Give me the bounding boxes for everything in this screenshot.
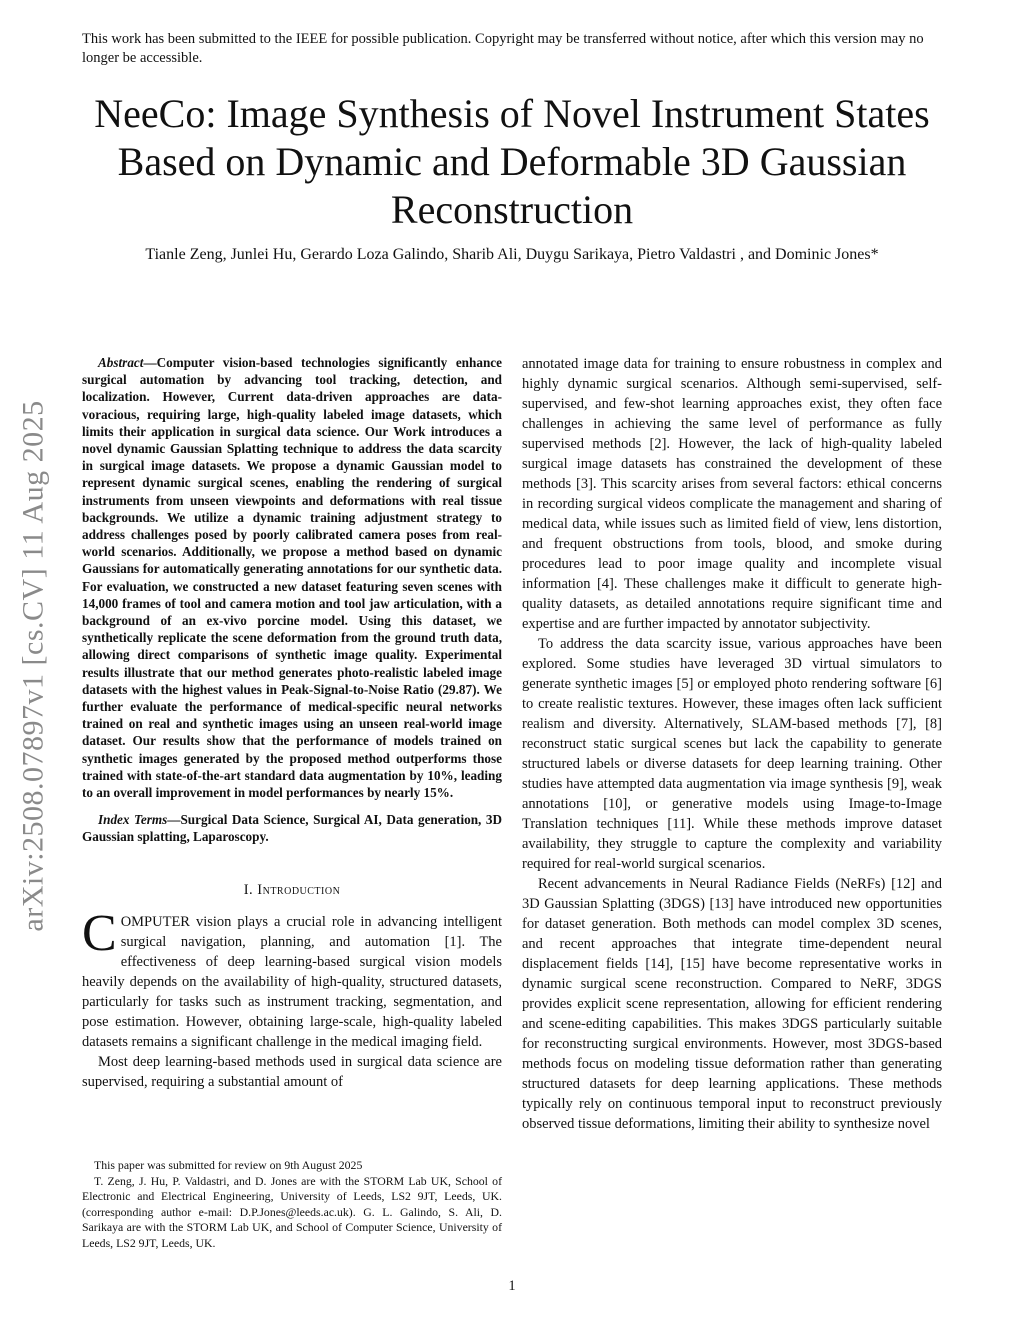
paper-title: NeeCo: Image Synthesis of Novel Instrument States Based on Dynamic and Deformable 3D Gaussian Reconstruction (94, 91, 930, 232)
author-list: Tianle Zeng, Junlei Hu, Gerardo Loza Galindo, Sharib Ali, Duygu Sarikaya, Pietro Valdastri , and Dominic Jones* (145, 246, 879, 263)
intro-paragraph-1 (82, 904, 502, 1052)
intro-paragraph-2: Most deep learning-based methods used in surgical data science are supervised, requiring a substantial amount of (82, 1053, 502, 1090)
intro-paragraph-1-text: OMPUTER vision plays a crucial role in advancing intelligent surgical navigation, planning, and automation [1]. The effectiveness of deep learning-based surgical vision models heavily depends on the availability of high-quality, structured datasets, particularly for tasks such as instrument tracking, segmentation, and pose estimation. However, obtaining large-scale, high-quality labeled datasets remains a significant challenge in the medical imaging field. (82, 913, 502, 1050)
arxiv-sidebar (10, 366, 58, 966)
abstract-text: —Computer vision-based technologies significantly enhance surgical automation by advancing tool tracking, detection, and localization. However, Current data-driven approaches are data-voracious, requiring large, high-quality labeled image datasets, which limits their application in surgical data science. Our Work introduces a novel dynamic Gaussian Splatting technique to address the data scarcity in surgical image datasets. We propose a dynamic Gaussian model to represent dynamic surgical scenes, enabling the rendering of surgical instruments from unseen viewpoints and deformations with real tissue backgrounds. We utilize a dynamic training adjustment strategy to address challenges posed by poorly calibrated camera poses from real-world scenarios. Additionally, we propose a method based on dynamic Gaussians for automatically generating annotations for our synthetic data. For evaluation, we constructed a new dataset featuring seven scenes with 14,000 frames of tool and camera motion and tool jaw articulation, with a background of an ex-vivo porcine model. Using this dataset, we synthetically replicate the scene deformation from the ground truth data, allowing direct comparisons of synthetic image quality. Experimental results illustrate that our method generates photo-realistic labeled image datasets with the highest values in Peak-Signal-to-Noise Ratio (29.87). We further evaluate the performance of medical-specific neural networks trained on real and synthetic images using an unseen real-world image dataset. Our results show that the performance of models trained on synthetic images generated by the proposed method outperforms those trained with state-of-the-art standard data augmentation by 10%, leading to an overall improvement in model performances by nearly 15%. (82, 355, 502, 801)
abstract-label: Abstract (98, 355, 144, 370)
section-heading-introduction: I. Introduction (243, 881, 341, 898)
abstract (82, 354, 502, 801)
footnote-submission: This paper was submitted for review on 9th August 2025 (94, 1158, 363, 1172)
submission-notice: This work has been submitted to the IEEE for possible publication. Copyright may be transferred without notice, after which this version may no longer be accessible. (82, 31, 924, 66)
right-paragraph-3: Recent advancements in Neural Radiance Fields (NeRFs) [12] and 3D Gaussian Splatting (3DGS) [13] have introduced new opportunities for dataset generation. Both methods can model complex 3D scenes, and recent approaches that integrate time-dependent neural displacement fields [14], [15] have become representative works in dynamic surgical scene reconstruction. Compared to NeRF, 3DGS provides explicit scene representation, allowing for efficient rendering and scene-editing capabilities. This makes 3DGS particularly suitable for reconstructing surgical environments. However, most 3DGS-based methods focus on modeling tissue deformation rather than generating structured datasets for deep learning applications. These methods typically rely on continuous temporal input to reconstruct previously observed tissue deformations, limiting their ability to synthesize novel (522, 876, 942, 1132)
drop-cap: C (82, 904, 117, 962)
right-column (522, 354, 942, 1134)
footnotes (82, 1158, 502, 1251)
right-paragraph-2: To address the data scarcity issue, various approaches have been explored. Some studies have leveraged 3D virtual simulators to generate synthetic images [5] or employed photo rendering software [6] to create realistic textures. However, these images often lack sufficient realism and diversity. Alternatively, SLAM-based methods [7], [8] reconstruct static surgical scenes but lack the capability to generate structured labels or diverse datasets for deep learning training. Other studies have attempted data augmentation via image synthesis [9], weak annotations [10], or generative models using Image-to-Image Translation techniques [11]. While these methods improve dataset availability, they struggle to capture the complexity and variability required for real-world surgical scenarios. (522, 636, 942, 872)
page-number: 1 (508, 1278, 516, 1294)
arxiv-identifier: arXiv:2508.07897v1 [cs.CV] 11 Aug 2025 (17, 400, 50, 932)
index-terms-text: —Surgical Data Science, Surgical AI, Data generation, 3D Gaussian splatting, Laparoscopy. (82, 812, 503, 845)
right-paragraph-1: annotated image data for training to ensure robustness in complex and highly dynamic surgical scenarios. Although semi-supervised, self-supervised, and few-shot learning approaches exist, they often face challenges in achieving the same level of performance as fully supervised methods [2]. However, the lack of high-quality labeled surgical image datasets has constrained the development of these methods [3]. This scarcity arises from several factors: ethical concerns in recording surgical videos complicate the management and sharing of medical data, while issues such as limited field of view, lens distortion, and frequent obstructions from tools, blood, and smoke during procedures lead to poor image quality and incomplete visual information [4]. These challenges make it difficult to generate high-quality datasets, as detailed annotations require significant time and expertise and are further impacted by annotator subjectivity. (522, 356, 942, 632)
left-column (82, 354, 502, 1092)
index-terms (82, 811, 502, 845)
index-terms-label: Index Terms (98, 812, 168, 828)
footnote-affiliations: T. Zeng, J. Hu, P. Valdastri, and D. Jones are with the STORM Lab UK, School of Electronic and Electrical Engineering, University of Leeds, LS2 9JT, Leeds, UK. (corresponding author e-mail: D.P.Jones@leeds.ac.uk). G. L. Galindo, S. Ali, D. Sarikaya are with the STORM Lab UK, and School of Computer Science, University of Leeds, LS2 9JT, Leeds, UK. (82, 1173, 502, 1250)
